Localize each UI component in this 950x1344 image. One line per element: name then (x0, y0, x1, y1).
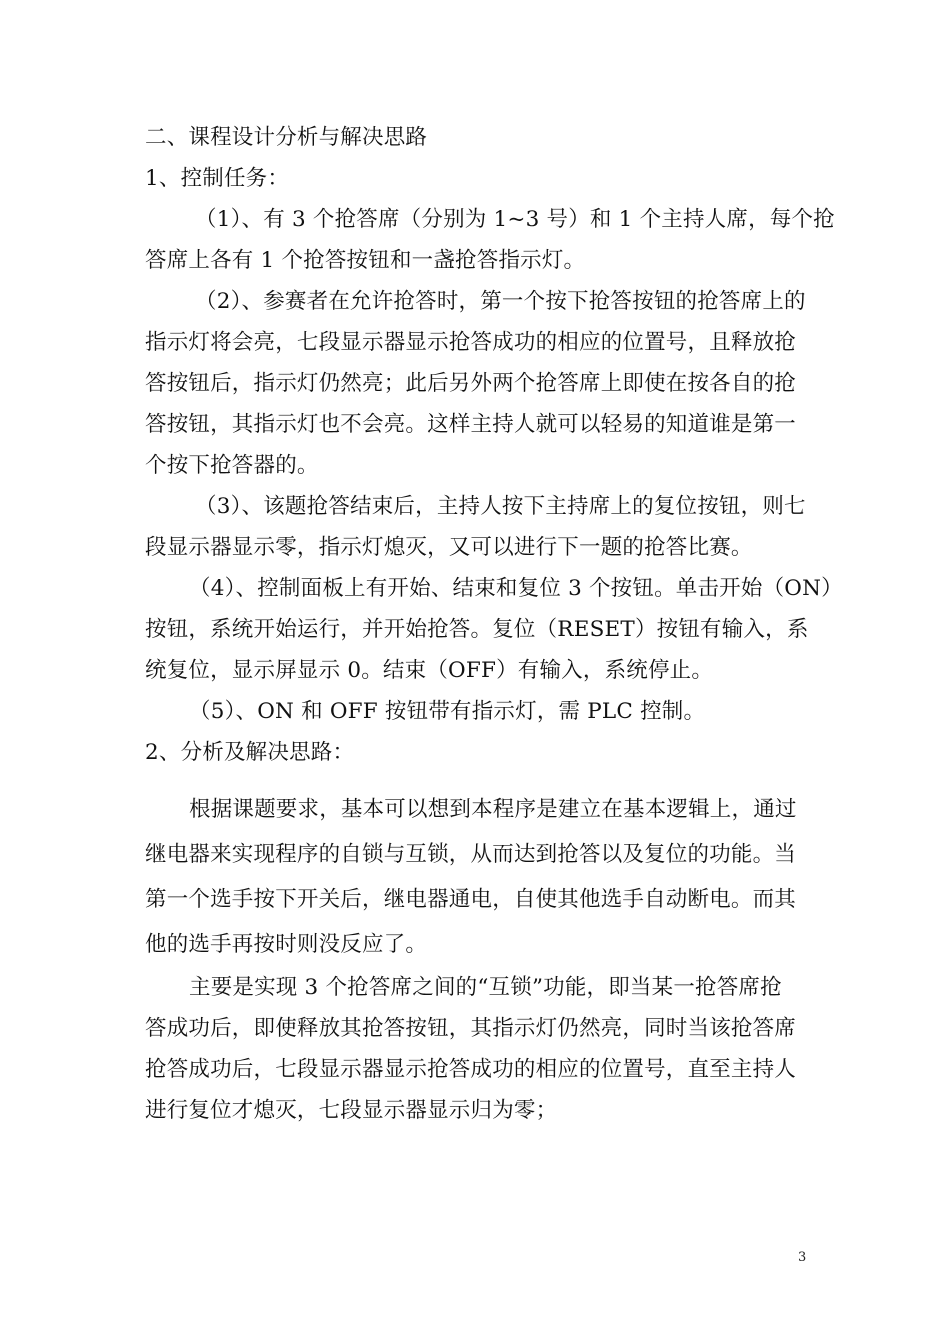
analysis-2-line: 答成功后，即使释放其抢答按钮，其指示灯仍然亮，同时当该抢答席 (145, 1016, 797, 1041)
task-heading: 1、控制任务： (145, 166, 290, 191)
task-2-line: 个按下抢答器的。 (145, 453, 319, 478)
task-item-3 (145, 486, 807, 568)
task-4-line: 统复位，显示屏显示 0。结束（OFF）有输入，系统停止。 (145, 658, 714, 683)
analysis-2-line: 主要是实现 3 个抢答席之间的“互锁”功能，即当某一抢答席抢 (189, 975, 782, 1000)
task-4-line: （4）、控制面板上有开始、结束和复位 3 个按钮。单击开始（ON） (189, 576, 843, 601)
task-2-line: 指示灯将会亮，七段显示器显示抢答成功的相应的位置号，且释放抢 (145, 330, 797, 355)
analysis-1-line: 第一个选手按下开关后，继电器通电，自使其他选手自动断电。而其 (145, 887, 797, 912)
task-2-line: 答按钮后，指示灯仍然亮；此后另外两个抢答席上即使在按各自的抢 (145, 371, 797, 396)
analysis-paragraph-2 (145, 967, 807, 1131)
task-3-line: 段显示器显示零，指示灯熄灭，又可以进行下一题的抢答比赛。 (145, 535, 753, 560)
task-2-line: （2）、参赛者在允许抢答时，第一个按下抢答按钮的抢答席上的 (195, 289, 806, 314)
analysis-paragraph-1 (145, 787, 807, 967)
analysis-1-line: 他的选手再按时则没反应了。 (145, 932, 428, 957)
task-item-1 (145, 199, 835, 281)
task-3-line: （3）、该题抢答结束后，主持人按下主持席上的复位按钮，则七 (195, 494, 806, 519)
analysis-1-line: 继电器来实现程序的自锁与互锁，从而达到抢答以及复位的功能。当 (145, 842, 797, 867)
task-1-line: 答席上各有 1 个抢答按钮和一盏抢答指示灯。 (145, 248, 586, 273)
task-item-5 (145, 691, 807, 732)
task-4-line: 按钮，系统开始运行，并开始抢答。复位（RESET）按钮有输入，系 (145, 617, 809, 642)
task-item-4 (145, 568, 843, 691)
analysis-2-line: 进行复位才熄灭，七段显示器显示归为零； (145, 1098, 558, 1123)
task-2-line: 答按钮，其指示灯也不会亮。这样主持人就可以轻易的知道谁是第一 (145, 412, 797, 437)
task-item-2 (145, 281, 807, 486)
task-1-line: （1）、有 3 个抢答席（分别为 1~3 号）和 1 个主持人席，每个抢 (195, 207, 835, 232)
analysis-2-line: 抢答成功后，七段显示器显示抢答成功的相应的位置号，直至主持人 (145, 1057, 797, 1082)
section-title: 二、课程设计分析与解决思路 (145, 125, 428, 150)
analysis-heading: 2、分析及解决思路： (145, 740, 355, 765)
document-body (145, 117, 843, 1131)
task-5-line: （5）、ON 和 OFF 按钮带有指示灯，需 PLC 控制。 (189, 699, 706, 724)
analysis-1-line: 根据课题要求，基本可以想到本程序是建立在基本逻辑上，通过 (189, 797, 797, 822)
page-number: 3 (798, 1250, 807, 1265)
